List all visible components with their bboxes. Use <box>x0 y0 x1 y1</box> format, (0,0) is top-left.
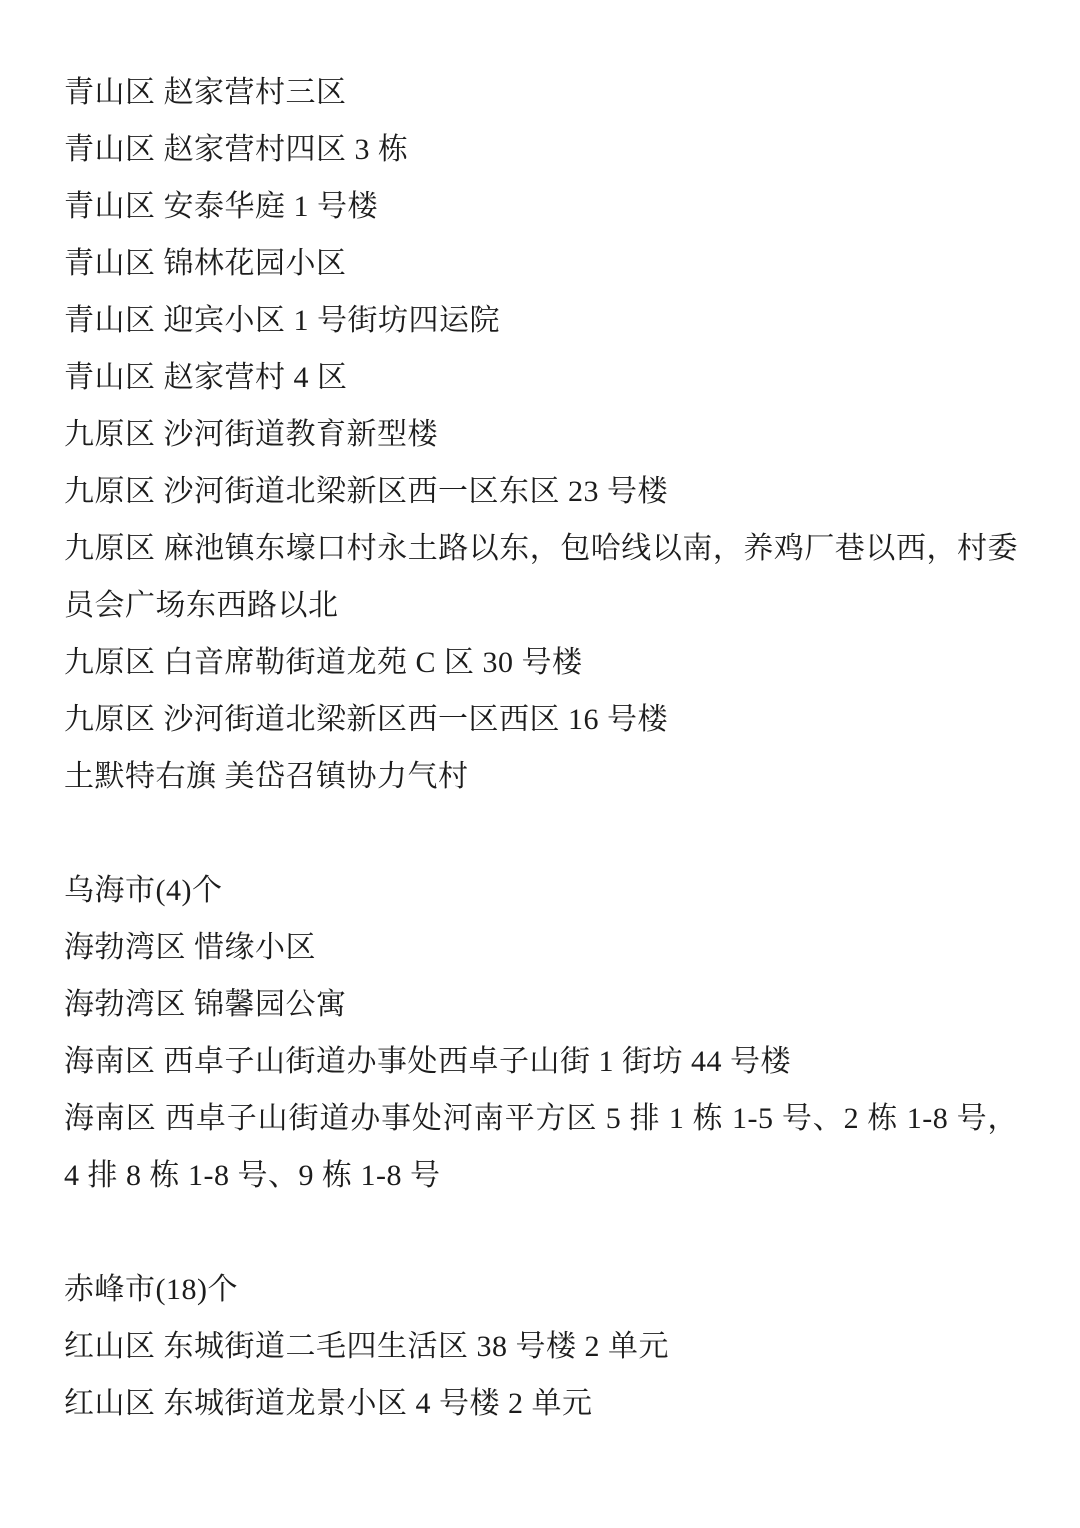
address-line: 青山区 赵家营村三区 <box>64 76 347 109</box>
address-line: 青山区 迎宾小区 1 号街坊四运院 <box>64 304 500 337</box>
address-line: 红山区 东城街道龙景小区 4 号楼 2 单元 <box>64 1387 593 1420</box>
address-line: 九原区 沙河街道北梁新区西一区西区 16 号楼 <box>64 703 668 736</box>
address-line: 九原区 沙河街道北梁新区西一区东区 23 号楼 <box>64 475 668 508</box>
address-line: 青山区 赵家营村 4 区 <box>64 361 348 394</box>
address-line: 九原区 白音席勒街道龙苑 C 区 30 号楼 <box>64 646 583 679</box>
address-line: 海南区 西卓子山街道办事处西卓子山街 1 街坊 44 号楼 <box>64 1045 791 1078</box>
address-line: 青山区 安泰华庭 1 号楼 <box>64 190 378 223</box>
section-wuhai <box>64 862 1018 1204</box>
address-line: 红山区 东城街道二毛四生活区 38 号楼 2 单元 <box>64 1330 669 1363</box>
city-heading-wuhai: 乌海市(4)个 <box>64 874 223 907</box>
address-line: 海南区 西卓子山街道办事处河南平方区 5 排 1 栋 1-5 号、2 栋 1-8 号，4 排 8 栋 1-8 号、9 栋 1-8 号 <box>64 1102 1018 1192</box>
address-line: 九原区 沙河街道教育新型楼 <box>64 418 438 451</box>
address-list-document <box>64 64 1018 1432</box>
address-line: 九原区 麻池镇东壕口村永土路以东，包哈线以南，养鸡厂巷以西，村委员会广场东西路以北 <box>64 532 1018 622</box>
address-line: 海勃湾区 锦馨园公寓 <box>64 988 347 1021</box>
address-line: 青山区 锦林花园小区 <box>64 247 347 280</box>
address-line: 土默特右旗 美岱召镇协力气村 <box>64 760 469 793</box>
city-heading-chifeng: 赤峰市(18)个 <box>64 1273 238 1306</box>
section-chifeng <box>64 1261 1018 1432</box>
section-baotou-continued <box>64 64 1018 805</box>
address-line: 青山区 赵家营村四区 3 栋 <box>64 133 409 166</box>
address-line: 海勃湾区 惜缘小区 <box>64 931 316 964</box>
